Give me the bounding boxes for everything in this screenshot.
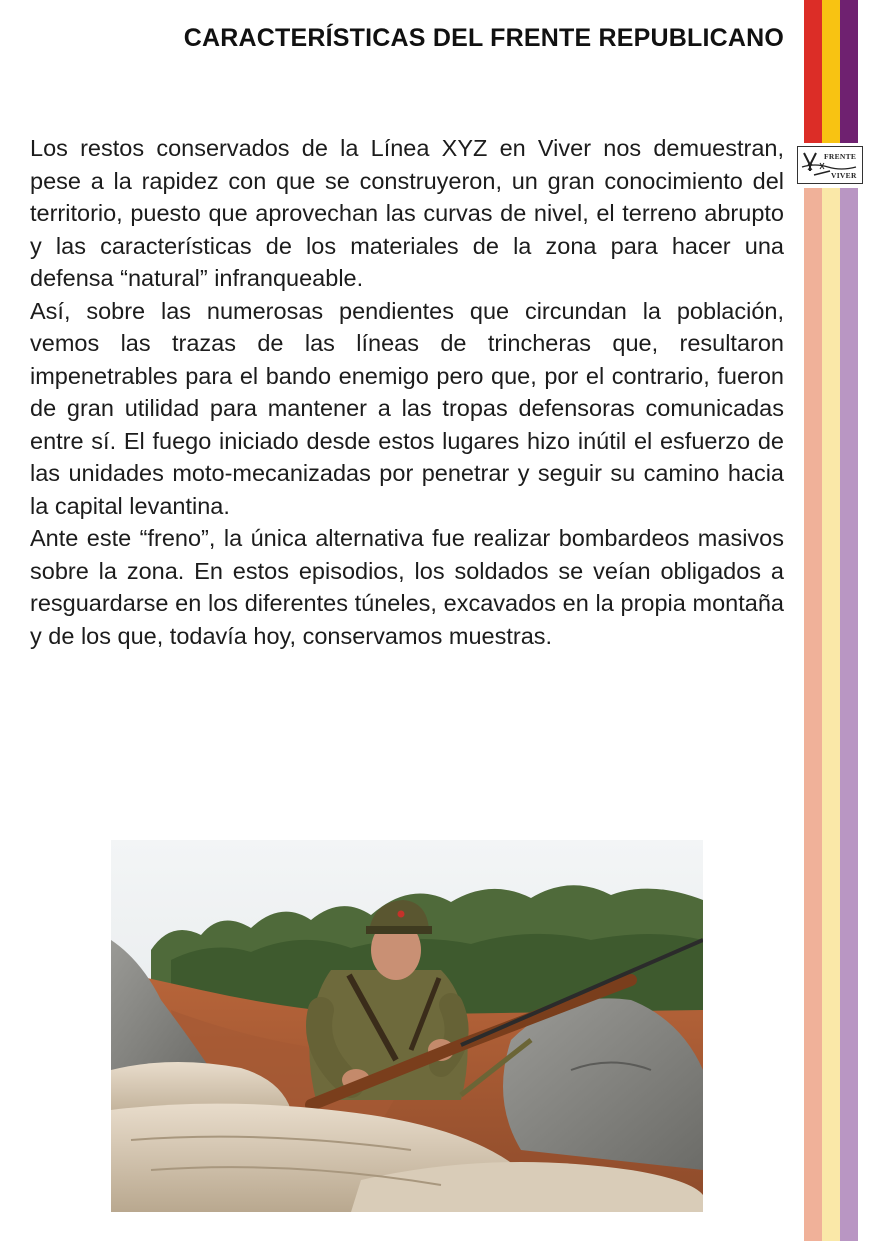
paragraph-2: Así, sobre las numerosas pendientes que circundan la población, vemos las trazas de las líneas de trincheras que, resultaron impenetrables para el bando enemigo pero que, por el contrario, fueron de gran utilidad para mantener a las tropas defensoras comunicadas entre sí. El fuego iniciado desde estos lugares hizo inútil el esfuerzo de las unidades moto-mecanizadas por penetrar y seguir su camino hacia la capital levantina. [30, 297, 784, 519]
paragraph-3: Ante este “freno”, la única alternativa fue realizar bombardeos masivos sobre la zona. En estos episodios, los soldados se veían obligados a resguardarse en los diferentes túneles, excavados en la propia montaña y de los que, todavía hoy, conservamos muestras. [30, 525, 784, 649]
stripe-red-light [804, 188, 822, 1241]
stripe-purple-light [840, 188, 858, 1241]
page-title: CARACTERÍSTICAS DEL FRENTE REPUBLICANO [183, 24, 784, 52]
stripe-yellow [822, 0, 840, 143]
stripe-red [804, 0, 822, 143]
logo-word-frente: FRENTE [824, 152, 857, 161]
soldier-in-trench-photo [111, 840, 703, 1212]
frente-viver-logo [797, 146, 863, 184]
body-text [30, 132, 784, 652]
stripe-yellow-light [822, 188, 840, 1241]
logo-word-viver: VIVER [831, 171, 857, 180]
paragraph-1: Los restos conservados de la Línea XYZ en Viver nos demuestran, pese a la rapidez con que se construyeron, un gran conocimiento del territorio, puesto que aprovechan las curvas de nivel, el terreno abrupto y las características de los materiales de la zona para hacer una defensa “natural” infranqueable. [30, 135, 784, 291]
photo-illustration [111, 840, 703, 1212]
stripe-purple [840, 0, 858, 143]
republican-flag-stripes [804, 0, 858, 1241]
